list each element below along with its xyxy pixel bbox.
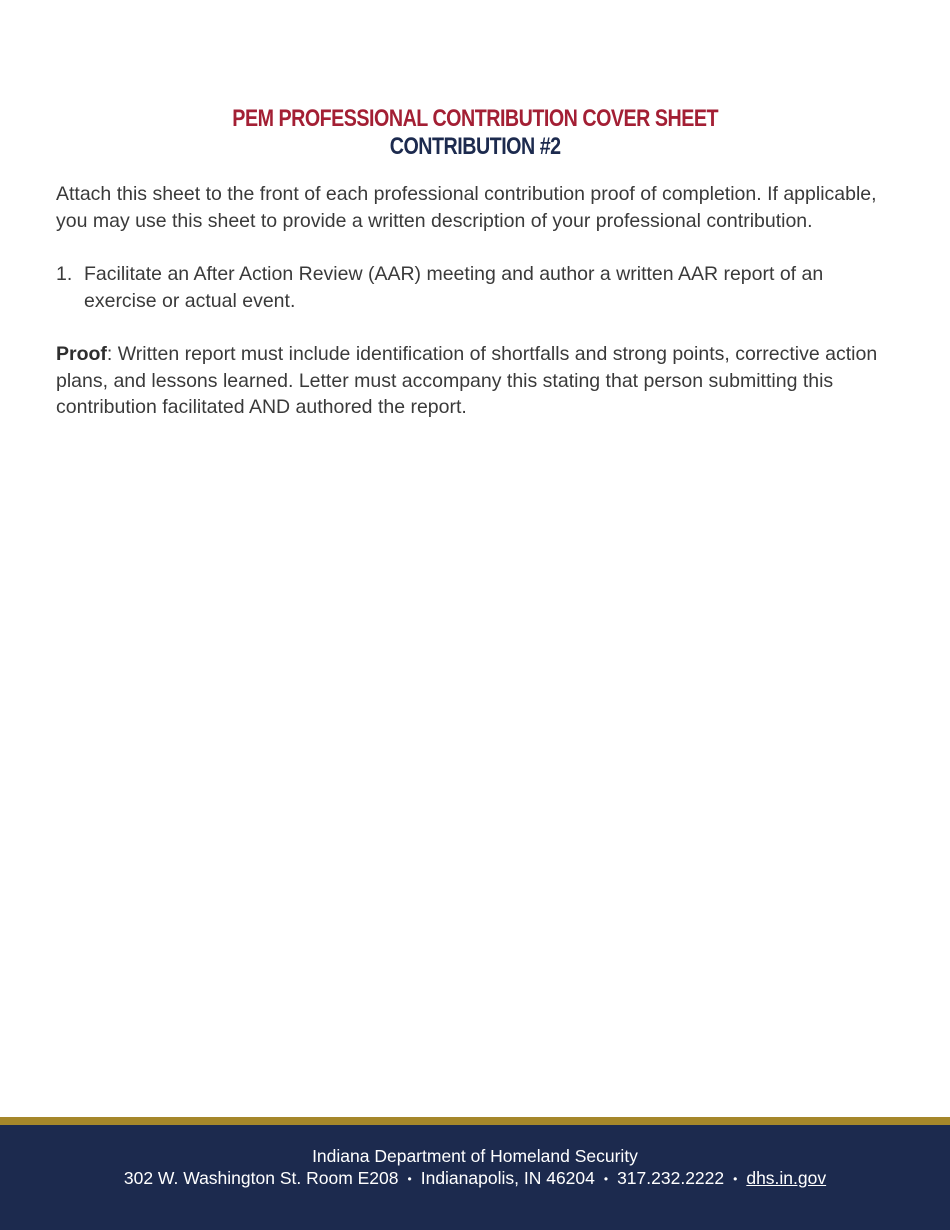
bullet-separator-icon: •	[733, 1172, 738, 1187]
page-title: PEM PROFESSIONAL CONTRIBUTION COVER SHEET	[232, 105, 718, 132]
document-header	[0, 106, 950, 162]
footer-city: Indianapolis, IN 46204	[420, 1168, 595, 1188]
bullet-separator-icon: •	[603, 1172, 609, 1187]
proof-paragraph	[56, 341, 886, 421]
list-item-text: Facilitate an After Action Review (AAR) meeting and author a written AAR report of an exercise or actual event.	[84, 263, 824, 312]
list-item-number: 1.	[56, 263, 73, 285]
intro-paragraph: Attach this sheet to the front of each professional contribution proof of completion. If applicable, you may use this sheet to provide a written description of your professional contribution.	[56, 183, 877, 232]
footer-gold-stripe	[0, 1117, 950, 1125]
document-body	[56, 181, 886, 421]
footer-address: 302 W. Washington St. Room E208	[123, 1168, 399, 1188]
footer-website-link[interactable]: dhs.in.gov	[746, 1168, 827, 1188]
footer-contact-line	[0, 1167, 950, 1190]
list-item	[56, 261, 886, 314]
page-subtitle: CONTRIBUTION #2	[389, 133, 561, 160]
bullet-separator-icon: •	[407, 1172, 412, 1187]
proof-text: : Written report must include identification of shortfalls and strong points, corrective action plans, and lessons learned. Letter must accompany this stating that person submitting this contribution facilitated AND authored the report.	[56, 343, 878, 418]
footer-contact-block	[0, 1125, 950, 1230]
page-footer	[0, 1117, 950, 1230]
footer-phone: 317.232.2222	[617, 1168, 725, 1188]
footer-organization: Indiana Department of Homeland Security	[312, 1146, 638, 1166]
proof-label: Proof	[56, 343, 107, 365]
